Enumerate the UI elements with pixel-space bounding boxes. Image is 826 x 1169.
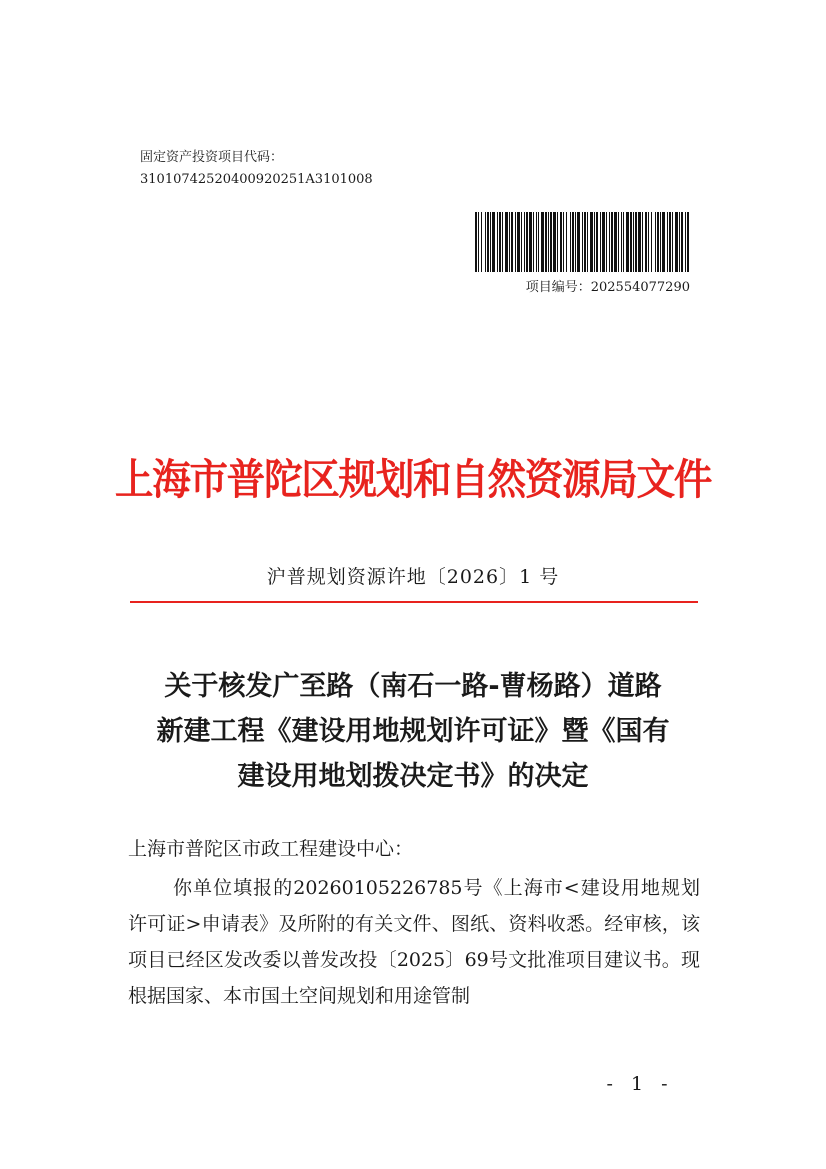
title-line: 新建工程《建设用地规划许可证》暨《国有: [156, 716, 670, 747]
document-number: 沪普规划资源许地〔2026〕1 号: [266, 566, 560, 588]
investment-code-value: 31010742520400920251A3101008: [140, 172, 373, 187]
addressee: 上海市普陀区市政工程建设中心：: [128, 838, 414, 860]
project-number: 项目编号：202554077290: [525, 280, 690, 295]
red-divider: [130, 601, 698, 603]
document-title: [100, 664, 726, 799]
issuer-title: 上海市普陀区规划和自然资源局文件: [114, 455, 712, 504]
body-paragraph: 你单位填报的20260105226785号《上海市<建设用地规划许可证>申请表》及所附的有关文件、图纸、资料收悉。经审核，该项目已经区发改委以普发改投〔2025〕69号文批准项目建议书。现根据国家、本市国土空间规划和用途管制: [128, 877, 700, 1007]
title-line: 建设用地划拨决定书》的决定: [237, 761, 589, 792]
barcode-icon: [475, 212, 689, 272]
page-number: - 1 -: [606, 1073, 674, 1095]
title-line: 关于核发广至路（南石一路-曹杨路）道路: [164, 671, 662, 702]
investment-code-label: 固定资产投资项目代码：: [140, 150, 284, 165]
